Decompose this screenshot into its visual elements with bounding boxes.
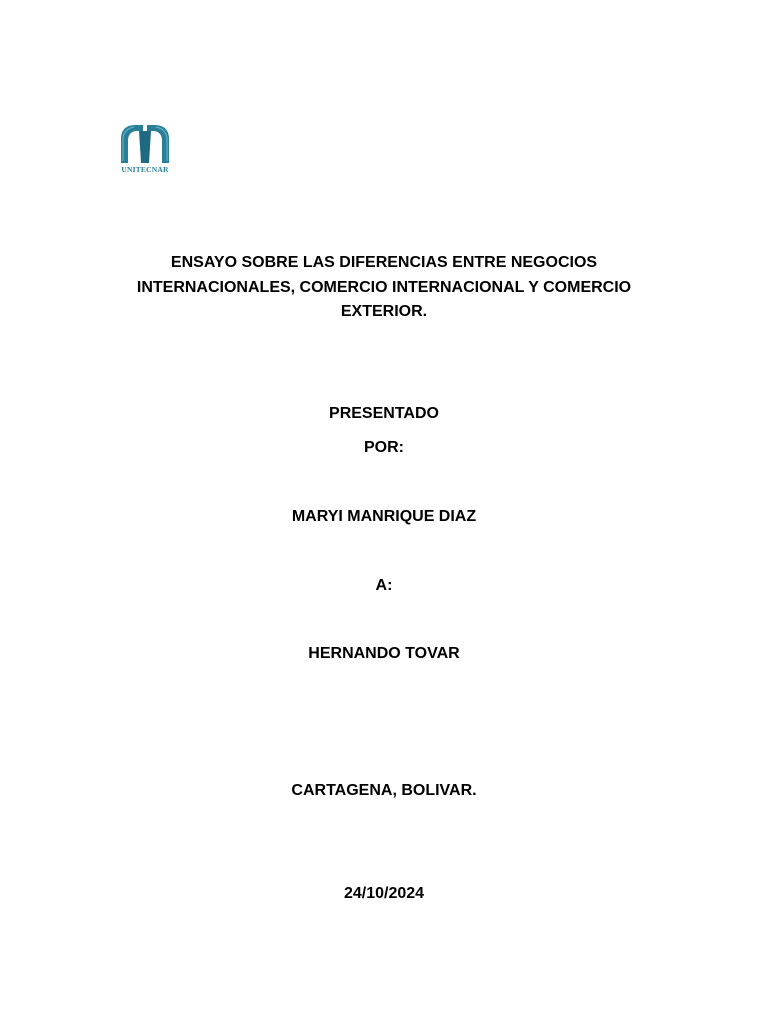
title-line-1: ENSAYO SOBRE LAS DIFERENCIAS ENTRE NEGOCIOS — [170, 254, 598, 271]
author-name: MARYI MANRIQUE DIAZ — [291, 508, 477, 525]
location-text: CARTAGENA, BOLIVAR. — [291, 782, 477, 799]
recipient-name: HERNANDO TOVAR — [308, 645, 460, 662]
logo-wordmark: UNITECNAR — [121, 165, 169, 174]
unitecnar-logo-icon — [116, 121, 174, 165]
date-text: 24/10/2024 — [343, 885, 425, 902]
title-line-2: INTERNACIONALES, COMERCIO INTERNACIONAL Y COMERCIO — [136, 278, 632, 296]
document-title — [0, 251, 768, 325]
title-line-3: EXTERIOR. — [340, 303, 428, 320]
institution-logo — [116, 121, 174, 177]
by-label: POR: — [364, 439, 404, 456]
to-label: A: — [375, 577, 393, 594]
presented-label: PRESENTADO — [329, 405, 439, 422]
